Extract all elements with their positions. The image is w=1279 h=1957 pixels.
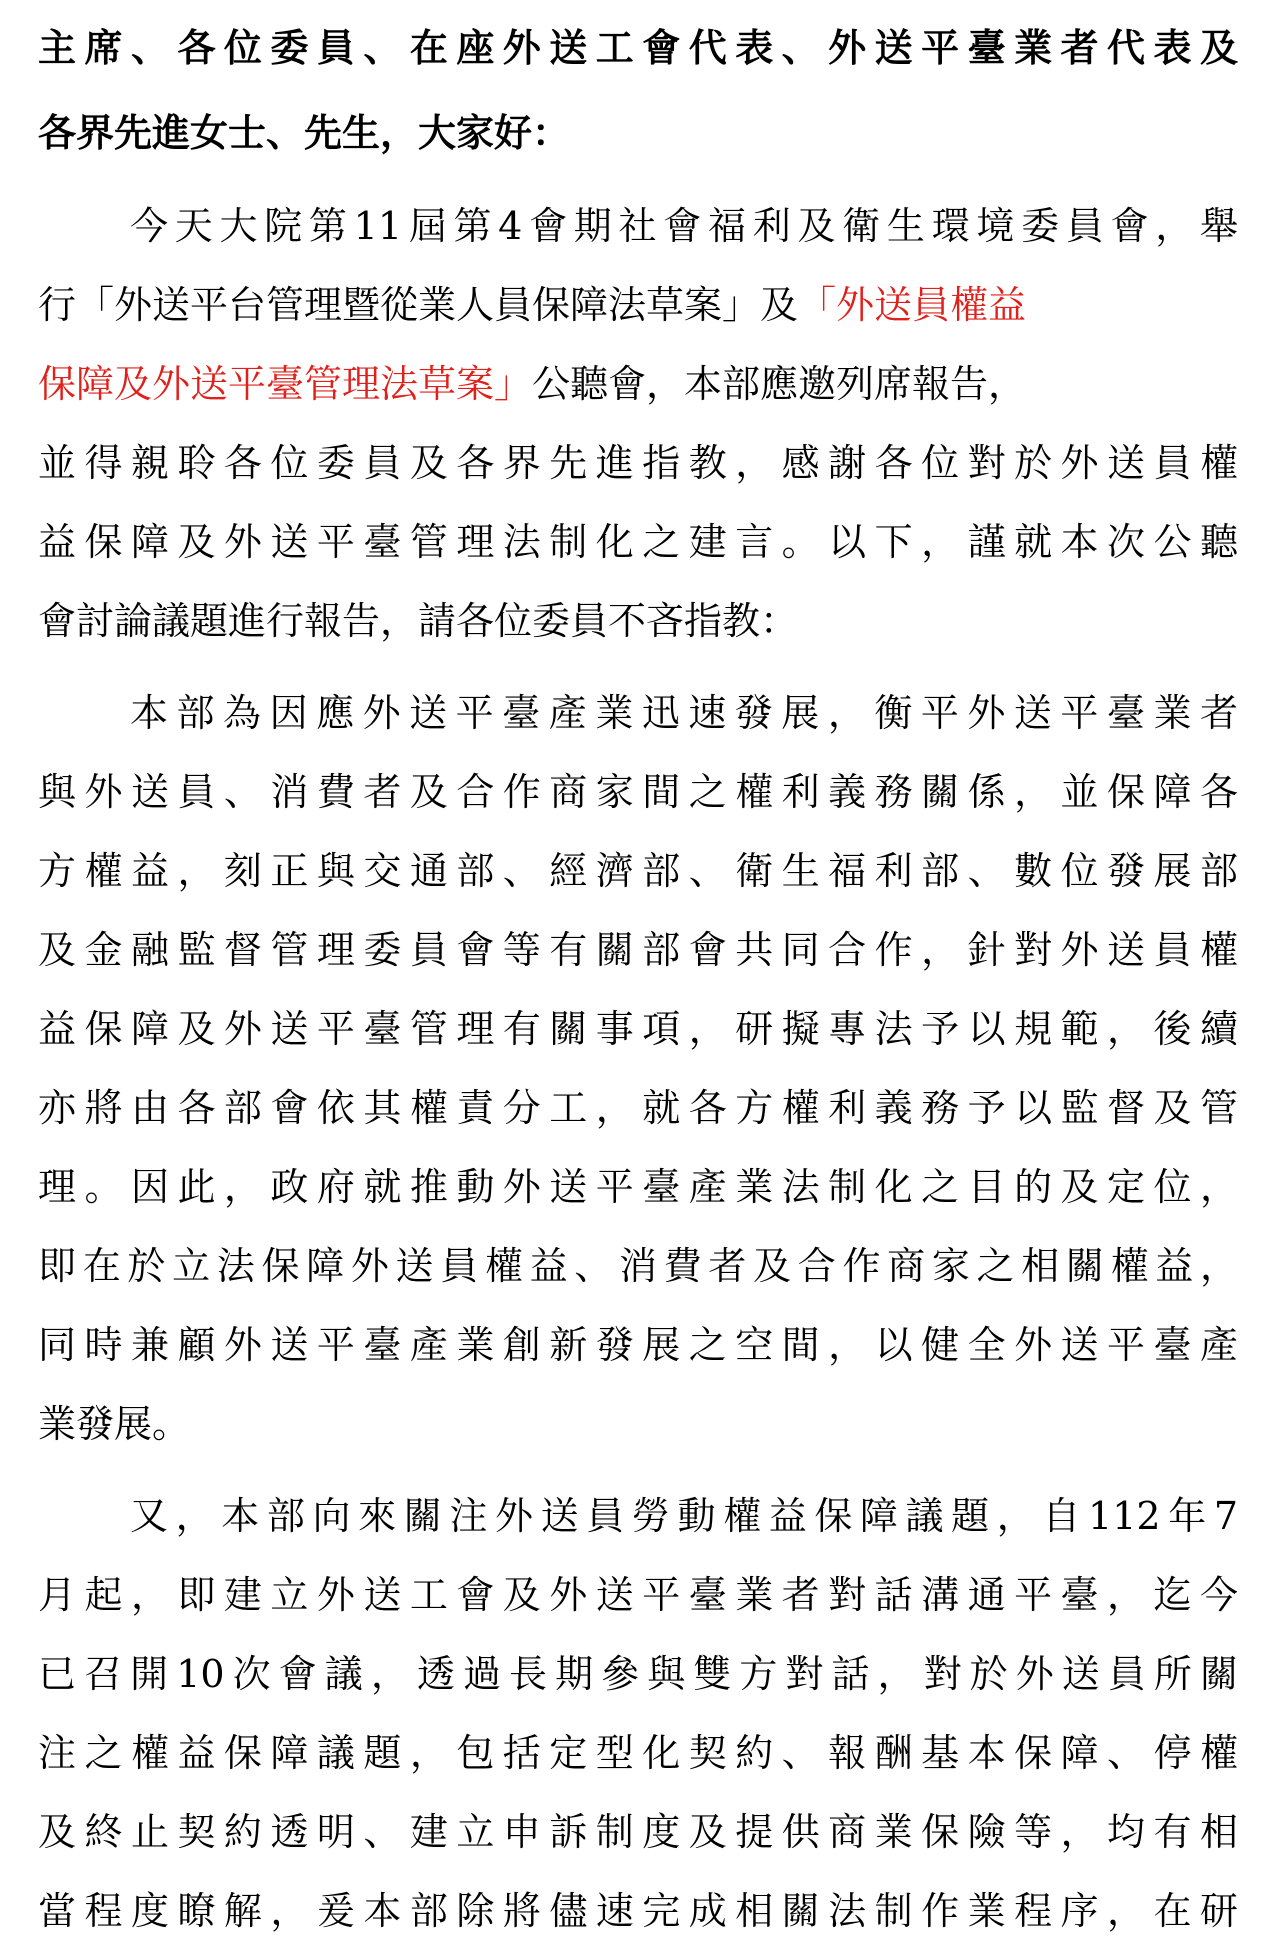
- paragraph-2-line-6: 亦將由各部會依其權責分工，就各方權利義務予以監督及管: [38, 1086, 1238, 1130]
- paragraph-1-line-5: 益保障及外送平臺管理法制化之建言。以下，謹就本次公聽: [38, 520, 1238, 564]
- bill-title-highlight-end: 保障及外送平臺管理法草案」: [38, 362, 533, 406]
- paragraph-3-line-2: 月起，即建立外送工會及外送平臺業者對話溝通平臺，迄今: [38, 1573, 1238, 1617]
- paragraph-2-line-7: 理。因此，政府就推動外送平臺產業法制化之目的及定位，: [38, 1165, 1238, 1209]
- paragraph-3-line-5: 及終止契約透明、建立申訴制度及提供商業保險等，均有相: [38, 1810, 1238, 1854]
- paragraph-1-line-1: 今天大院第11屆第4會期社會福利及衛生環境委員會，舉: [130, 204, 1238, 248]
- paragraph-2-line-8: 即在於立法保障外送員權益、消費者及合作商家之相關權益，: [38, 1244, 1238, 1288]
- paragraph-2-line-4: 及金融監督管理委員會等有關部會共同合作，針對外送員權: [38, 928, 1238, 972]
- paragraph-3-line-6: 當程度瞭解，爰本部除將儘速完成相關法制作業程序，在研: [38, 1889, 1238, 1933]
- paragraph-2-line-9: 同時兼顧外送平臺產業創新發展之空間，以健全外送平臺產: [38, 1323, 1238, 1367]
- paragraph-1-line-2-text: 行「外送平台管理暨從業人員保障法草案」及: [38, 283, 799, 327]
- paragraph-1-line-2: [38, 267, 1238, 343]
- paragraph-1-line-4: 並得親聆各位委員及各界先進指教，感謝各位對於外送員權: [38, 441, 1238, 485]
- paragraph-2-line-2: 與外送員、消費者及合作商家間之權利義務關係，並保障各: [38, 770, 1238, 814]
- paragraph-3-line-3: 已召開10次會議，透過長期參與雙方對話，對於外送員所關: [38, 1652, 1238, 1696]
- paragraph-1-line-3: [38, 346, 1238, 422]
- paragraph-2-line-1: 本部為因應外送平臺產業迅速發展，衡平外送平臺業者: [130, 691, 1238, 735]
- paragraph-2-line-10: 業發展。: [38, 1402, 191, 1446]
- paragraph-3-line-4: 注之權益保障議題，包括定型化契約、報酬基本保障、停權: [38, 1731, 1238, 1775]
- paragraph-3-line-1: 又，本部向來關注外送員勞動權益保障議題，自112年7: [130, 1494, 1238, 1538]
- greeting-line-2: 各界先進女士、先生，大家好：: [38, 111, 571, 155]
- bill-title-highlight-start: 「外送員權益: [798, 283, 1027, 327]
- paragraph-1-line-3-text: 公聽會，本部應邀列席報告，: [532, 362, 1027, 406]
- greeting-line-1: 主席、各位委員、在座外送工會代表、外送平臺業者代表及: [38, 26, 1238, 70]
- paragraph-2-line-5: 益保障及外送平臺管理有關事項，研擬專法予以規範，後續: [38, 1007, 1238, 1051]
- paragraph-2-line-3: 方權益，刻正與交通部、經濟部、衛生福利部、數位發展部: [38, 849, 1238, 893]
- paragraph-1-line-6: 會討論議題進行報告，請各位委員不吝指教：: [38, 599, 799, 643]
